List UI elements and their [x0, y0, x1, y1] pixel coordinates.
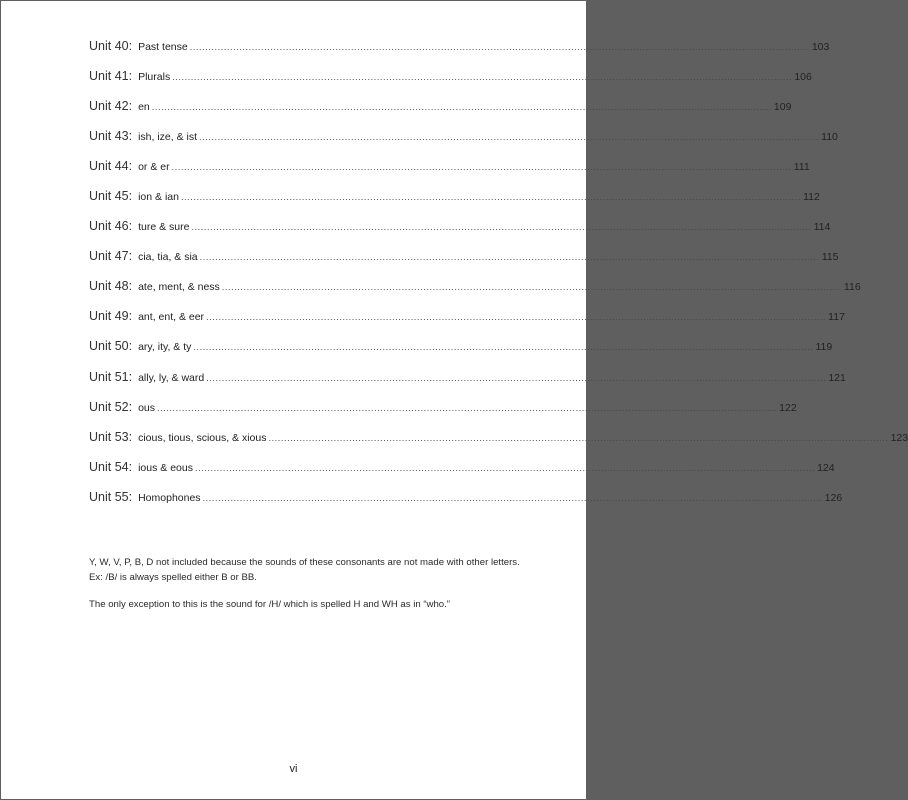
toc-unit-title: cia, tia, & sia: [138, 251, 198, 264]
toc-unit-number: Unit 40:: [89, 39, 133, 53]
toc-entry: [89, 68, 812, 98]
toc-unit-title: ion & ian: [138, 191, 179, 204]
toc-unit-number: Unit 46:: [89, 219, 133, 234]
toc-page-number: 121: [828, 371, 846, 384]
toc-page-number: 119: [815, 341, 833, 354]
toc-dot-leader: ........................................................................................................................................................................................................: [151, 102, 772, 113]
toc-unit-number: Unit 55:: [89, 489, 133, 504]
toc-dot-leader: ........................................................................................................................................................................................................: [199, 132, 820, 143]
toc-unit-title: Plurals: [138, 71, 171, 84]
toc-unit-number: Unit 52:: [89, 399, 133, 414]
note-line-1: Y, W, V, P, B, D not included because the sounds of these consonants are not made with other letters.: [89, 557, 520, 568]
toc-entry: [89, 128, 838, 158]
toc-dot-leader: ........................................................................................................................................................................................................: [171, 162, 792, 173]
toc-entry: [89, 248, 839, 278]
toc-unit-title: ious & eous: [138, 461, 193, 474]
toc-page-number: 110: [821, 131, 838, 144]
table-of-contents: [89, 38, 908, 519]
toc-unit-title: cious, tious, scious, & xious: [138, 431, 267, 444]
toc-dot-leader: ........................................................................................................................................................................................................: [199, 252, 820, 263]
toc-page-number: 111: [793, 161, 810, 174]
toc-unit-number: Unit 47:: [89, 249, 133, 264]
note-line-2: Ex: /B/ is always spelled either B or BB.: [89, 571, 257, 583]
toc-entry: [89, 399, 797, 429]
toc-unit-title: ary, ity, & ty: [138, 341, 192, 354]
note-paragraph: [89, 556, 569, 585]
toc-page-number: 115: [821, 251, 839, 264]
toc-dot-leader: ........................................................................................................................................................................................................: [202, 492, 823, 503]
toc-unit-number: Unit 43:: [89, 129, 133, 144]
toc-unit-number: Unit 54:: [89, 459, 133, 474]
toc-dot-leader: ........................................................................................................................................................................................................: [191, 222, 812, 233]
toc-unit-number: Unit 45:: [89, 189, 133, 204]
toc-page-number: 106: [794, 71, 812, 84]
notes-section: [89, 556, 569, 626]
toc-entry: [89, 218, 831, 248]
toc-entry: [89, 459, 835, 489]
page-number: vi: [289, 763, 298, 775]
toc-unit-number: Unit 44:: [89, 159, 133, 174]
toc-unit-number: Unit 41:: [89, 69, 133, 84]
toc-page-number: 114: [813, 221, 831, 234]
toc-dot-leader: ........................................................................................................................................................................................................: [221, 282, 842, 293]
toc-unit-title: en: [138, 101, 150, 114]
toc-page-number: 122: [779, 401, 797, 414]
toc-dot-leader: ........................................................................................................................................................................................................: [180, 192, 802, 203]
toc-dot-leader: ........................................................................................................................................................................................................: [157, 402, 778, 413]
toc-entry: [89, 158, 810, 188]
toc-unit-title: ous: [138, 401, 156, 414]
toc-page-number: 112: [803, 191, 820, 204]
toc-dot-leader: ........................................................................................................................................................................................................: [194, 462, 816, 473]
toc-unit-title: Homophones: [138, 491, 201, 504]
toc-entry: [89, 489, 843, 519]
toc-dot-leader: ........................................................................................................................................................................................................: [206, 312, 827, 323]
toc-page-number: 116: [843, 281, 861, 294]
toc-unit-title: ant, ent, & eer: [138, 311, 205, 324]
toc-entry: [89, 338, 833, 368]
toc-page-number: 126: [824, 491, 843, 504]
toc-dot-leader: ........................................................................................................................................................................................................: [172, 72, 793, 83]
toc-unit-number: Unit 49:: [89, 309, 133, 324]
toc-dot-leader: ........................................................................................................................................................................................................: [206, 372, 827, 383]
toc-unit-number: Unit 48:: [89, 279, 133, 294]
toc-entry: [89, 369, 846, 399]
toc-page-number: 124: [817, 461, 835, 474]
toc-unit-number: Unit 50:: [89, 339, 133, 354]
toc-entry: [89, 98, 792, 128]
toc-entry: [89, 278, 861, 308]
toc-dot-leader: ........................................................................................................................................................................................................: [268, 432, 889, 443]
document-page: [1, 1, 908, 799]
toc-page-number: 123: [890, 431, 908, 444]
toc-unit-title: or & er: [138, 161, 170, 174]
toc-entry: [89, 188, 820, 218]
toc-page-number: 117: [828, 311, 845, 324]
toc-entry: [89, 308, 845, 338]
toc-unit-number: Unit 53:: [89, 429, 133, 444]
toc-dot-leader: ........................................................................................................................................................................................................: [193, 342, 814, 353]
toc-page-number: 103: [811, 41, 830, 53]
toc-page-number: 109: [773, 101, 792, 114]
note-paragraph-exception: [89, 598, 569, 613]
toc-unit-number: Unit 42:: [89, 99, 133, 114]
toc-unit-title: ture & sure: [138, 221, 190, 234]
toc-unit-title: ish, ize, & ist: [138, 131, 198, 144]
toc-entry: [89, 429, 908, 459]
note-line-3: The only exception to this is the sound for /H/ which is spelled H and WH as in “who.”: [89, 599, 450, 610]
toc-unit-number: Unit 51:: [89, 369, 133, 384]
toc-entry: [89, 38, 830, 68]
toc-unit-title: Past tense: [138, 41, 188, 53]
toc-unit-title: ally, ly, & ward: [138, 371, 205, 384]
toc-dot-leader: ........................................................................................................................................................................................................: [189, 42, 810, 52]
toc-unit-title: ate, ment, & ness: [138, 281, 220, 294]
